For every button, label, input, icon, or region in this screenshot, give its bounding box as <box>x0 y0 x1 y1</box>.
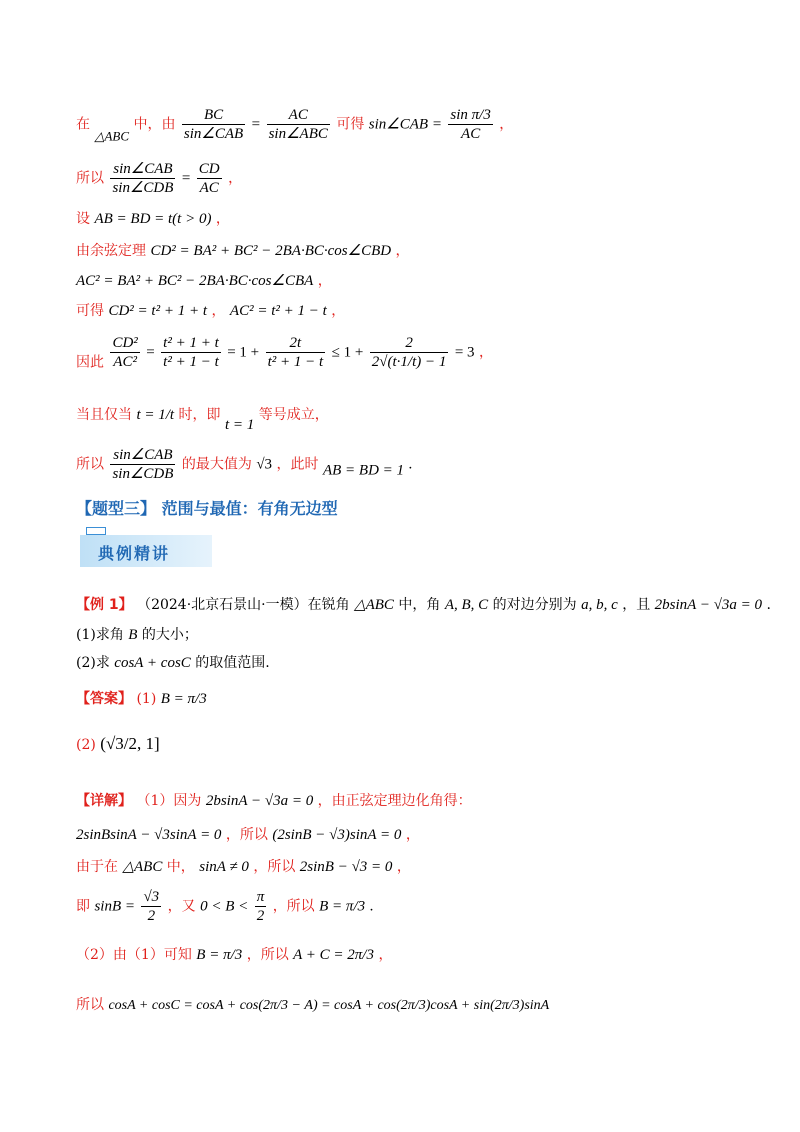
derivation-line-3 <box>76 208 760 228</box>
text: 由于在 <box>76 859 118 875</box>
punct: ， <box>228 170 243 187</box>
numerator: CD² <box>112 335 138 351</box>
denominator: sin∠CDB <box>112 180 174 196</box>
math-expr: t = 1 <box>224 417 255 433</box>
math-expr: 2sinB − √3 = 0 <box>299 859 393 875</box>
banner <box>80 535 212 567</box>
math-expr: ≤ 1 + <box>331 344 364 361</box>
punct: ， <box>331 303 346 319</box>
text: ，由正弦定理边化角得： <box>317 793 472 809</box>
fraction <box>182 106 245 143</box>
numerator: sin π/3 <box>450 107 491 123</box>
text: （1）因为 <box>136 793 202 809</box>
punct: . <box>369 898 374 915</box>
text: ，所以 <box>253 859 296 875</box>
denominator: AC <box>461 126 481 142</box>
denominator: 2 <box>147 908 156 924</box>
punct: ， <box>405 827 420 843</box>
math-expr: = 1 + <box>227 344 260 361</box>
text: (1) <box>136 691 157 707</box>
fraction <box>255 888 267 925</box>
text: 的大小； <box>141 627 198 643</box>
numerator: CD <box>198 161 220 177</box>
math-expr: CD² = t² + 1 + t <box>108 303 207 319</box>
math-expr: cosA + cosC <box>114 655 191 671</box>
math-expr: √3 <box>256 456 273 473</box>
math-expr: 2bsinA − √3a = 0 <box>654 597 763 613</box>
fraction <box>110 446 175 483</box>
fraction <box>448 106 492 143</box>
question-1 <box>76 624 760 644</box>
text: 所以 <box>76 170 104 187</box>
example-line <box>76 594 771 614</box>
punct: ， <box>499 116 514 133</box>
math-expr: AB = BD = 1 <box>322 462 405 479</box>
denominator: t² + 1 − t <box>267 354 324 370</box>
text: 中，角 <box>398 597 441 613</box>
derivation-line-6 <box>76 300 760 320</box>
text: 在 <box>76 116 90 133</box>
denominator: AC² <box>113 354 137 370</box>
example-label: 【例 1】 <box>76 597 133 613</box>
numerator: 2 <box>370 334 449 353</box>
equals: = <box>181 170 191 187</box>
denominator: AC <box>199 180 219 196</box>
numerator: AC <box>267 106 330 125</box>
fraction <box>110 160 175 197</box>
math-expr: AC² = BA² + BC² − 2BA·BC·cos∠CBA <box>76 273 314 289</box>
derivation-line-1 <box>76 106 760 145</box>
solution-line-5 <box>76 944 760 964</box>
question-2 <box>76 652 760 672</box>
numerator: sin∠CAB <box>110 446 175 465</box>
text: (2) <box>76 737 96 753</box>
text: (1)求角 <box>76 627 124 643</box>
math-expr: △ABC <box>122 859 163 875</box>
math-expr: 2bsinA − √3a = 0 <box>205 793 314 809</box>
fraction <box>266 334 326 371</box>
punct: ， <box>215 211 230 227</box>
banner-decoration <box>86 527 106 535</box>
punct: . <box>408 456 413 473</box>
text: 即 <box>76 898 90 915</box>
text: （2）由（1）可知 <box>76 947 192 963</box>
punct: ， <box>395 243 410 259</box>
section-title: 【题型三】 范围与最值：有角无边型 <box>76 499 338 518</box>
text: 所以 <box>76 456 104 473</box>
text: 中， <box>166 859 195 875</box>
solution-line-3 <box>76 856 760 876</box>
math-expr: sinB = <box>94 898 135 915</box>
math-expr: a, b, c <box>581 597 618 613</box>
derivation-line-8 <box>76 404 760 434</box>
text: 等号成立， <box>258 407 329 423</box>
math-expr: AB = BD = t(t > 0) <box>94 211 212 227</box>
math-expr: B = π/3 <box>160 691 207 707</box>
math-expr: B = π/3 <box>319 898 366 915</box>
fraction <box>161 334 221 371</box>
text: (2)求 <box>76 655 110 671</box>
fraction <box>197 160 222 197</box>
math-expr: △ABC <box>354 597 394 613</box>
numerator: π <box>256 889 265 905</box>
math-expr: t = 1/t <box>136 407 175 423</box>
math-expr: 0 < B < <box>200 898 249 915</box>
denominator: sin∠CAB <box>183 126 244 142</box>
text: ，所以 <box>246 947 289 963</box>
punct: ， <box>317 273 332 289</box>
math-expr: sinA ≠ 0 <box>199 859 249 875</box>
math-expr: sin∠CAB = <box>368 116 442 133</box>
solution-line-2 <box>76 824 760 844</box>
punct: . <box>766 597 771 613</box>
banner-label: 典例精讲 <box>98 544 171 563</box>
text: 可得 <box>336 116 365 133</box>
solution-line-1 <box>76 790 760 810</box>
numerator: 2t <box>266 334 326 353</box>
text: 时，即 <box>178 407 221 423</box>
numerator: BC <box>182 106 245 125</box>
derivation-line-2 <box>76 160 760 197</box>
text: ，所以 <box>225 827 268 843</box>
denominator: 2√(t·1/t) − 1 <box>371 354 447 370</box>
triangle-label: △ABC <box>94 128 130 144</box>
math-expr: AC² = t² + 1 − t <box>229 303 327 319</box>
derivation-line-7 <box>76 334 760 372</box>
math-expr: = 3 <box>454 344 475 361</box>
text: ，所以 <box>272 898 315 915</box>
text: 所以 <box>76 997 104 1013</box>
denominator: 2 <box>256 908 265 924</box>
solution-line-6 <box>76 994 760 1014</box>
numerator: sin∠CAB <box>110 160 175 179</box>
math-expr: (√3/2, 1] <box>100 734 160 753</box>
equals: = <box>251 116 261 133</box>
text: 的取值范围. <box>195 655 270 671</box>
solution-label: 【详解】 <box>76 793 132 809</box>
triangle-name: ABC <box>104 128 130 144</box>
math-expr: 2sinBsinA − √3sinA = 0 <box>76 827 222 843</box>
punct: ， <box>479 344 493 361</box>
derivation-line-4 <box>76 240 760 260</box>
answer-line-1 <box>76 688 760 708</box>
math-expr: A + C = 2π/3 <box>293 947 374 963</box>
text: 的对边分别为 <box>492 597 577 613</box>
answer-line-2 <box>76 734 760 754</box>
answer-label: 【答案】 <box>76 691 132 707</box>
text: ，且 <box>622 597 651 613</box>
denominator: t² + 1 − t <box>163 354 219 370</box>
punct: ， <box>378 947 393 963</box>
denominator: sin∠ABC <box>268 126 328 142</box>
math-expr: (2sinB − √3)sinA = 0 <box>272 827 402 843</box>
denominator: sin∠CDB <box>112 466 174 482</box>
solution-line-4 <box>76 888 760 925</box>
fraction <box>267 106 330 143</box>
numerator: t² + 1 + t <box>163 335 219 351</box>
text: 设 <box>76 211 90 227</box>
math-expr: cosA + cosC = cosA + cos(2π/3 − A) = cosA + cos(2π/3)cosA + sin(2π/3)sinA <box>108 998 550 1013</box>
fraction <box>370 334 449 371</box>
text: ，此时 <box>276 456 319 473</box>
punct: ， <box>211 303 226 319</box>
fraction <box>110 334 139 371</box>
derivation-line-9 <box>76 446 760 483</box>
text: ，又 <box>167 898 196 915</box>
text: 由余弦定理 <box>76 243 146 259</box>
text: 因此 <box>76 354 104 371</box>
equals: = <box>146 344 155 361</box>
punct: ， <box>396 859 411 875</box>
math-expr: A, B, C <box>444 597 489 613</box>
math-expr: B <box>128 627 138 643</box>
text: 当且仅当 <box>76 407 132 423</box>
numerator: √3 <box>143 889 160 905</box>
math-expr: B = π/3 <box>196 947 243 963</box>
fraction <box>141 888 161 925</box>
text: 的最大值为 <box>181 456 252 473</box>
text: （2024·北京石景山·一模）在锐角 <box>137 597 350 613</box>
text: 可得 <box>76 303 104 319</box>
derivation-line-5 <box>76 270 760 290</box>
math-expr: CD² = BA² + BC² − 2BA·BC·cos∠CBD <box>150 243 392 259</box>
text: 中，由 <box>133 116 176 133</box>
